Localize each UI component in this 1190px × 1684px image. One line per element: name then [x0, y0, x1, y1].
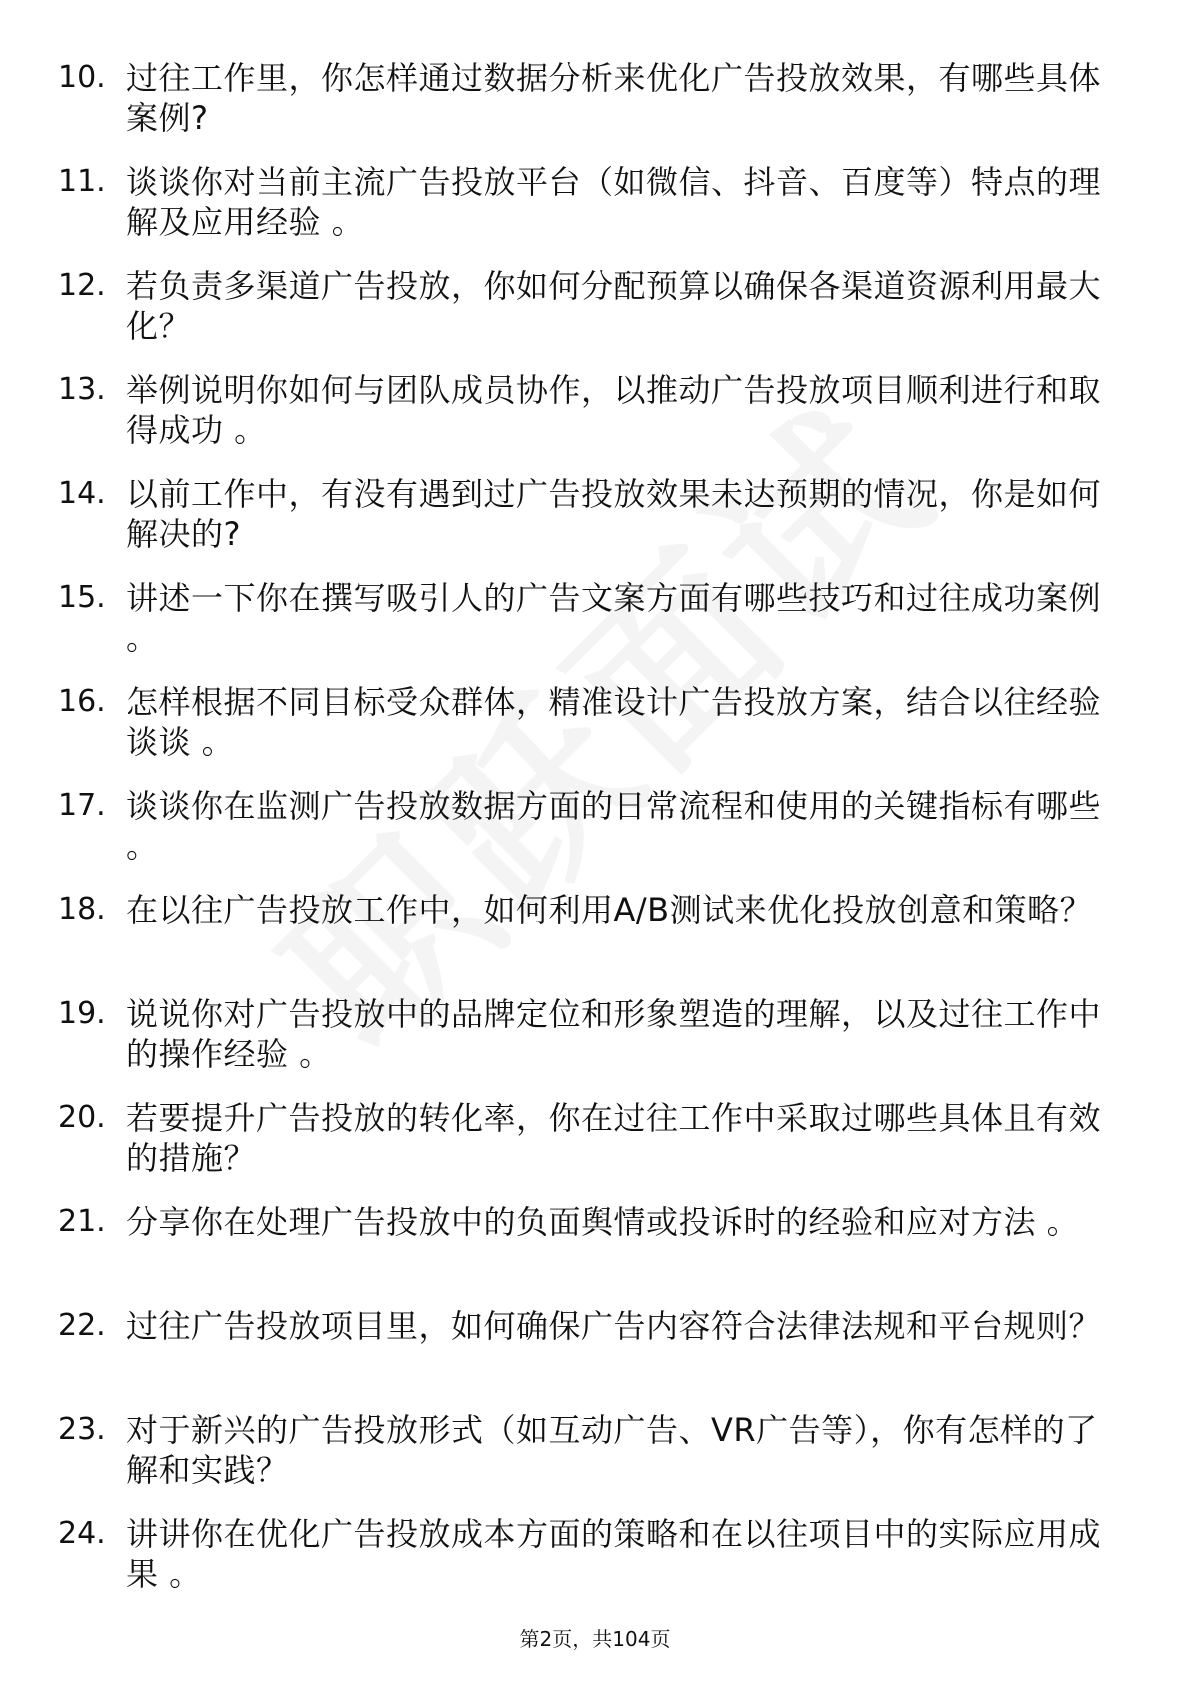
question-number: 21. — [58, 1204, 106, 1239]
question-item — [0, 980, 1190, 1084]
question-text: 谈谈你对当前主流广告投放平台（如微信、抖音、百度等）特点的理解及应用经验 。 — [126, 163, 1102, 241]
question-text: 讲讲你在优化广告投放成本方面的策略和在以往项目中的实际应用成果 。 — [126, 1515, 1102, 1593]
question-item — [0, 252, 1190, 356]
question-item — [0, 148, 1190, 252]
question-text: 谈谈你在监测广告投放数据方面的日常流程和使用的关键指标有哪些 。 — [126, 787, 1102, 865]
question-text: 以前工作中，有没有遇到过广告投放效果未达预期的情况，你是如何解决的? — [126, 475, 1102, 553]
question-number: 12. — [58, 268, 106, 303]
question-text: 若要提升广告投放的转化率，你在过往工作中采取过哪些具体且有效的措施？ — [126, 1099, 1102, 1177]
question-item — [0, 564, 1190, 668]
question-item — [0, 1292, 1190, 1396]
question-number: 15. — [58, 580, 106, 615]
question-text: 讲述一下你在撰写吸引人的广告文案方面有哪些技巧和过往成功案例 。 — [126, 579, 1102, 657]
question-text: 说说你对广告投放中的品牌定位和形象塑造的理解，以及过往工作中的操作经验 。 — [126, 995, 1102, 1073]
page-number-label: 第2页，共104页 — [519, 1627, 671, 1651]
question-text: 怎样根据不同目标受众群体，精准设计广告投放方案，结合以往经验谈谈 。 — [126, 683, 1102, 761]
question-number: 20. — [58, 1100, 106, 1135]
question-text: 过往广告投放项目里，如何确保广告内容符合法律法规和平台规则？ — [126, 1307, 1102, 1345]
question-text: 对于新兴的广告投放形式（如互动广告、VR广告等），你有怎样的了解和实践？ — [126, 1411, 1098, 1489]
question-number: 18. — [58, 892, 106, 927]
question-item — [0, 1396, 1190, 1500]
question-text: 若负责多渠道广告投放，你如何分配预算以确保各渠道资源利用最大化？ — [126, 267, 1102, 345]
question-number: 13. — [58, 372, 106, 407]
question-number: 19. — [58, 996, 106, 1031]
question-number: 10. — [58, 60, 106, 95]
question-text: 在以往广告投放工作中，如何利用A/B测试来优化投放创意和策略？ — [126, 891, 1093, 929]
question-list — [0, 44, 1190, 1604]
question-number: 16. — [58, 684, 106, 719]
question-number: 23. — [58, 1412, 106, 1447]
question-item — [0, 1188, 1190, 1292]
question-item — [0, 356, 1190, 460]
question-text: 举例说明你如何与团队成员协作，以推动广告投放项目顺利进行和取得成功 。 — [126, 371, 1102, 449]
question-number: 14. — [58, 476, 106, 511]
question-item — [0, 772, 1190, 876]
question-text: 分享你在处理广告投放中的负面舆情或投诉时的经验和应对方法 。 — [126, 1203, 1080, 1241]
question-item — [0, 460, 1190, 564]
question-number: 11. — [58, 164, 106, 199]
page-footer — [0, 1624, 1190, 1654]
question-number: 24. — [58, 1516, 106, 1551]
question-item — [0, 44, 1190, 148]
question-number: 22. — [58, 1308, 106, 1343]
question-text: 过往工作里，你怎样通过数据分析来优化广告投放效果，有哪些具体案例? — [126, 59, 1102, 137]
question-number: 17. — [58, 788, 106, 823]
question-item — [0, 876, 1190, 980]
question-item — [0, 668, 1190, 772]
question-item — [0, 1500, 1190, 1604]
question-item — [0, 1084, 1190, 1188]
